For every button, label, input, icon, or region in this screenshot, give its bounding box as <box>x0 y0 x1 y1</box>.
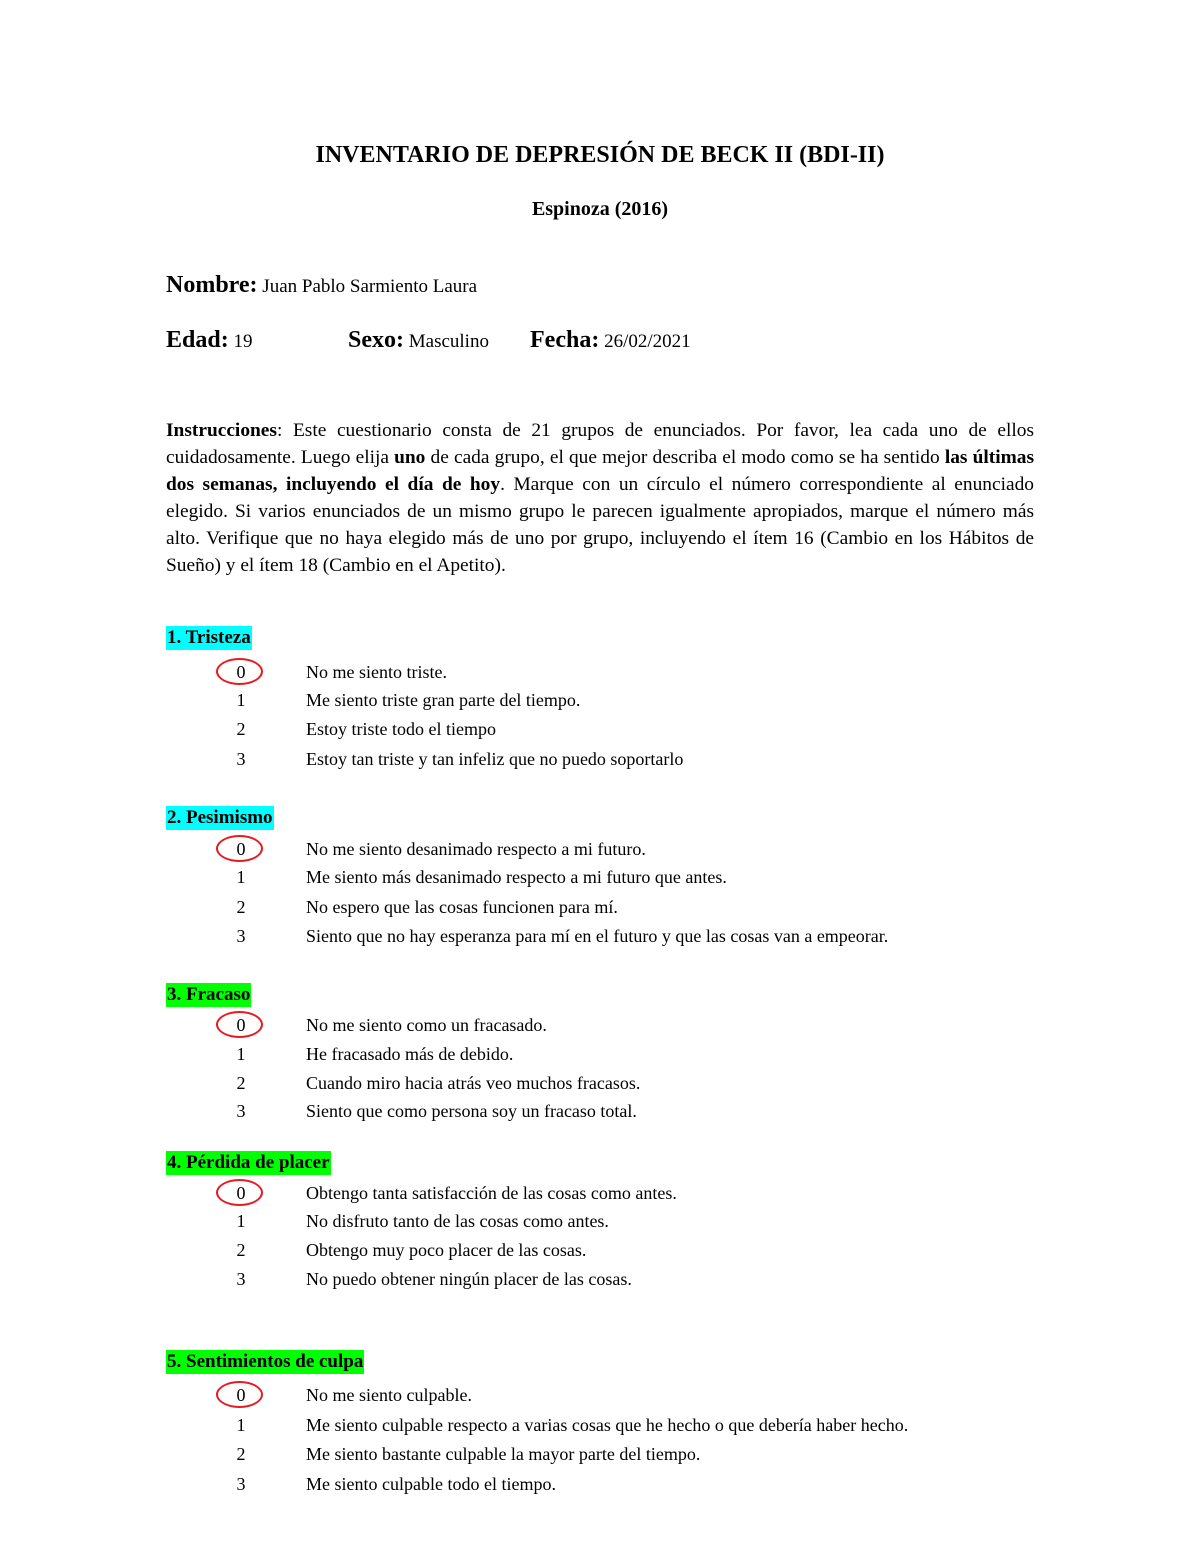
section-title-4: 4. Pérdida de placer <box>167 1152 330 1173</box>
date-field <box>530 325 691 357</box>
age-label: Edad: <box>166 327 229 353</box>
option-number: 1 <box>236 867 246 887</box>
option-4-0[interactable] <box>0 1179 1200 1207</box>
option-text: No me siento desanimado respecto a mi futuro. <box>306 839 646 859</box>
name-value: Juan Pablo Sarmiento Laura <box>262 276 478 297</box>
option-number: 0 <box>236 1183 246 1203</box>
option-text: Estoy triste todo el tiempo <box>306 719 496 739</box>
option-number: 3 <box>236 1474 246 1494</box>
option-number: 3 <box>236 926 246 946</box>
section-title-2: 2. Pesimismo <box>167 807 273 828</box>
option-text: He fracasado más de debido. <box>306 1044 514 1064</box>
option-number: 3 <box>236 1269 246 1289</box>
option-text: Me siento culpable todo el tiempo. <box>306 1474 556 1494</box>
option-2-1[interactable] <box>0 863 1200 891</box>
date-value: 26/02/2021 <box>604 331 691 352</box>
option-text: Siento que no hay esperanza para mí en el futuro y que las cosas van a empeorar. <box>306 926 889 946</box>
option-1-0[interactable] <box>0 658 1200 686</box>
option-number: 2 <box>236 897 246 917</box>
age-field <box>166 325 252 357</box>
option-4-3[interactable] <box>0 1265 1200 1293</box>
instructions-bold-1: uno <box>394 447 426 468</box>
instructions-text-1: : Este cuestionario consta de 21 grupos de enunciados. Por favor, lea cada uno de ellos cuidadosamente. Luego elija <box>166 420 1034 468</box>
option-2-0[interactable] <box>0 835 1200 863</box>
instructions-text-2: de cada grupo, el que mejor describa el modo como se ha sentido <box>425 447 945 468</box>
option-number: 1 <box>236 690 246 710</box>
option-2-3[interactable] <box>0 922 1200 950</box>
option-4-2[interactable] <box>0 1236 1200 1264</box>
age-value: 19 <box>233 331 253 352</box>
option-text: Estoy tan triste y tan infeliz que no puedo soportarlo <box>306 749 684 769</box>
option-number: 3 <box>236 1101 246 1121</box>
section-title-5: 5. Sentimientos de culpa <box>167 1351 364 1372</box>
instructions-text-3: . Marque con un círculo el número correspondiente al enunciado elegido. Si varios enunciados de un mismo grupo le parecen igualmente apropiados, marque el número más alto. Verifique que no haya elegido más de uno por grupo, incluyendo el ítem 16 (Cambio en los Hábitos de Sueño) y el ítem 18 (Cambio en el Apetito). <box>166 474 1034 576</box>
option-3-3[interactable] <box>0 1097 1200 1125</box>
sex-field <box>348 325 489 357</box>
option-text: No disfruto tanto de las cosas como antes. <box>306 1211 609 1231</box>
option-text: No me siento como un fracasado. <box>306 1015 547 1035</box>
option-text: Me siento más desanimado respecto a mi futuro que antes. <box>306 867 727 887</box>
option-5-1[interactable] <box>0 1411 1200 1439</box>
instructions-bold-2: las últimas dos semanas, incluyendo el día de hoy <box>166 447 1034 495</box>
option-text: No puedo obtener ningún placer de las cosas. <box>306 1269 632 1289</box>
option-number: 2 <box>236 1240 246 1260</box>
name-label: Nombre: <box>166 272 258 298</box>
option-number: 2 <box>236 719 246 739</box>
option-number: 3 <box>236 749 246 769</box>
option-number: 0 <box>236 839 246 859</box>
sex-value: Masculino <box>408 331 489 352</box>
option-number: 2 <box>236 1444 246 1464</box>
option-4-1[interactable] <box>0 1207 1200 1235</box>
option-number: 1 <box>236 1415 246 1435</box>
option-text: No me siento culpable. <box>306 1385 472 1405</box>
instructions-label: Instrucciones <box>166 420 277 441</box>
option-1-3[interactable] <box>0 745 1200 773</box>
instructions-paragraph <box>166 417 1034 579</box>
option-3-1[interactable] <box>0 1040 1200 1068</box>
option-5-2[interactable] <box>0 1440 1200 1468</box>
option-text: Me siento triste gran parte del tiempo. <box>306 690 581 710</box>
section-title-3: 3. Fracaso <box>167 984 251 1005</box>
option-number: 1 <box>236 1044 246 1064</box>
option-1-1[interactable] <box>0 686 1200 714</box>
option-3-2[interactable] <box>0 1069 1200 1097</box>
document-title: INVENTARIO DE DEPRESIÓN DE BECK II (BDI-II) <box>315 142 885 168</box>
document-subtitle: Espinoza (2016) <box>531 198 669 220</box>
option-text: Obtengo tanta satisfacción de las cosas como antes. <box>306 1183 677 1203</box>
option-3-0[interactable] <box>0 1011 1200 1039</box>
option-5-0[interactable] <box>0 1381 1200 1409</box>
option-number: 0 <box>236 1385 246 1405</box>
option-text: Me siento bastante culpable la mayor parte del tiempo. <box>306 1444 701 1464</box>
option-number: 0 <box>236 1015 246 1035</box>
option-text: Me siento culpable respecto a varias cosas que he hecho o que debería haber hecho. <box>306 1415 909 1435</box>
option-2-2[interactable] <box>0 893 1200 921</box>
name-row <box>166 270 477 302</box>
date-label: Fecha: <box>530 327 600 353</box>
sex-label: Sexo: <box>348 327 404 353</box>
option-5-3[interactable] <box>0 1470 1200 1498</box>
option-text: No espero que las cosas funcionen para mí. <box>306 897 618 917</box>
option-number: 1 <box>236 1211 246 1231</box>
option-text: Obtengo muy poco placer de las cosas. <box>306 1240 587 1260</box>
option-text: Siento que como persona soy un fracaso total. <box>306 1101 637 1121</box>
option-text: Cuando miro hacia atrás veo muchos fracasos. <box>306 1073 641 1093</box>
option-text: No me siento triste. <box>306 662 447 682</box>
option-number: 2 <box>236 1073 246 1093</box>
option-1-2[interactable] <box>0 715 1200 743</box>
section-title-1: 1. Tristeza <box>167 627 251 648</box>
option-number: 0 <box>236 662 246 682</box>
